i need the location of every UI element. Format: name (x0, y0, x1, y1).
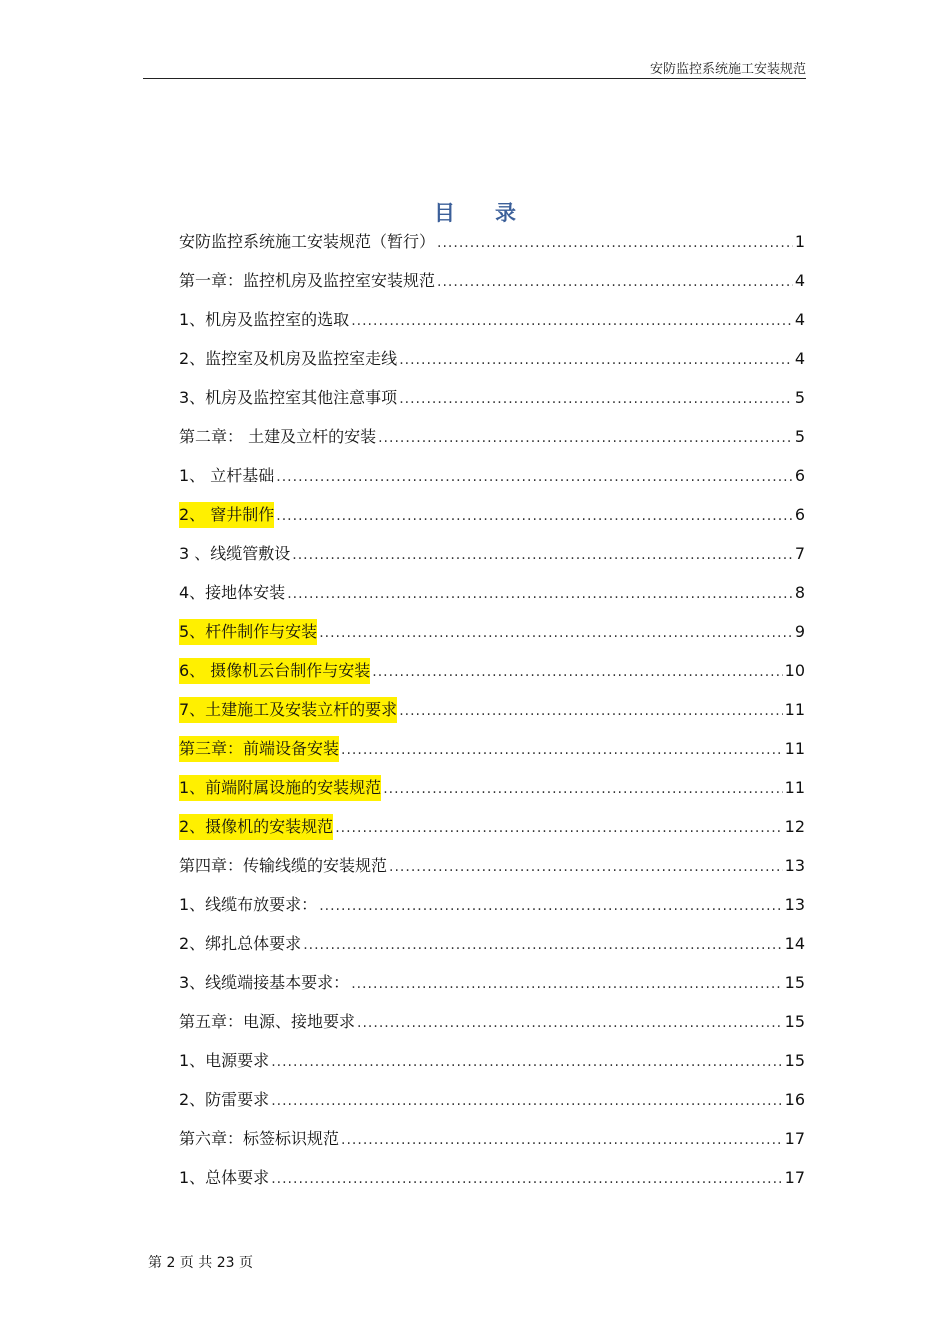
toc-dot-leader (437, 269, 793, 295)
toc-page-number: 10 (784, 661, 805, 680)
toc-dot-leader (357, 1010, 783, 1036)
toc-page-number: 16 (784, 1090, 805, 1109)
toc-dot-leader (276, 503, 793, 529)
toc-entry[interactable] (179, 931, 805, 970)
toc-page-number: 5 (794, 427, 805, 446)
toc-entry-title[interactable]: 5、杆件制作与安装 (179, 619, 317, 645)
toc-dot-leader (341, 1127, 783, 1153)
toc-entry[interactable] (179, 736, 805, 775)
page-footer: 第 2 页 共 23 页 (148, 1255, 253, 1271)
toc-entry-title[interactable]: 7、土建施工及安装立杆的要求 (179, 697, 397, 723)
toc-entry[interactable] (179, 385, 805, 424)
toc-page-number: 11 (784, 778, 805, 797)
toc-dot-leader (372, 659, 782, 685)
toc-page-number: 11 (784, 700, 805, 719)
toc-page-number: 15 (784, 1051, 805, 1070)
toc-entry[interactable] (179, 346, 805, 385)
toc-entry[interactable] (179, 1009, 805, 1048)
toc-dot-leader (303, 932, 782, 958)
toc-entry[interactable] (179, 268, 805, 307)
toc-entry[interactable] (179, 1048, 805, 1087)
toc-entry[interactable] (179, 424, 805, 463)
toc-dot-leader (271, 1166, 782, 1192)
toc-dot-leader (399, 386, 793, 412)
toc-entry-title[interactable]: 第二章： 土建及立杆的安装 (179, 427, 377, 446)
toc-entry-title[interactable]: 4、接地体安装 (179, 583, 286, 602)
toc-entry[interactable] (179, 307, 805, 346)
toc-page-number: 12 (784, 817, 805, 836)
toc-page-number: 15 (784, 1012, 805, 1031)
toc-entry[interactable] (179, 1126, 805, 1165)
toc-dot-leader (351, 308, 793, 334)
toc-page-number: 17 (784, 1129, 805, 1148)
toc-entry-title[interactable]: 第四章：传输线缆的安装规范 (179, 856, 388, 875)
toc-entry[interactable] (179, 970, 805, 1009)
toc-page-number: 13 (784, 856, 805, 875)
toc-page-number: 17 (784, 1168, 805, 1187)
toc-entry-title[interactable]: 第五章：电源、接地要求 (179, 1012, 356, 1031)
toc-list (179, 229, 805, 1204)
toc-page-number: 7 (794, 544, 805, 563)
toc-page-number: 4 (794, 349, 805, 368)
toc-page-number: 11 (784, 739, 805, 758)
toc-dot-leader (351, 971, 782, 997)
toc-entry[interactable] (179, 775, 805, 814)
toc-dot-leader (271, 1088, 782, 1114)
toc-entry-title[interactable]: 第三章：前端设备安装 (179, 736, 339, 762)
toc-page-number: 5 (794, 388, 805, 407)
toc-dot-leader (389, 854, 783, 880)
toc-entry-title[interactable]: 1、总体要求 (179, 1168, 270, 1187)
toc-entry-title[interactable]: 6、 摄像机云台制作与安装 (179, 658, 370, 684)
toc-page-number: 4 (794, 271, 805, 290)
toc-entry[interactable] (179, 892, 805, 931)
toc-dot-leader (399, 347, 793, 373)
toc-dot-leader (335, 815, 782, 841)
toc-entry-title[interactable]: 2、监控室及机房及监控室走线 (179, 349, 398, 368)
toc-entry-title[interactable]: 2、绑扎总体要求 (179, 934, 302, 953)
toc-dot-leader (341, 737, 783, 763)
toc-entry-title[interactable]: 第六章：标签标识规范 (179, 1129, 340, 1148)
toc-dot-leader (276, 464, 793, 490)
toc-entry[interactable] (179, 619, 805, 658)
toc-dot-leader (383, 776, 782, 802)
toc-entry-title[interactable]: 安防监控系统施工安装规范（暂行） (179, 232, 436, 251)
toc-entry-title[interactable]: 1、 立杆基础 (179, 466, 275, 485)
toc-entry-title[interactable]: 1、电源要求 (179, 1051, 270, 1070)
toc-entry-title[interactable]: 3 、线缆管敷设 (179, 544, 291, 563)
toc-dot-leader (437, 230, 793, 256)
toc-entry-title[interactable]: 3、线缆端接基本要求： (179, 973, 350, 992)
toc-dot-leader (399, 698, 782, 724)
toc-page-number: 13 (784, 895, 805, 914)
toc-page-number: 6 (794, 505, 805, 524)
toc-entry-title[interactable]: 1、前端附属设施的安装规范 (179, 775, 381, 801)
toc-page-number: 9 (794, 622, 805, 641)
toc-entry-title[interactable]: 2、摄像机的安装规范 (179, 814, 333, 840)
toc-entry-title[interactable]: 第一章：监控机房及监控室安装规范 (179, 271, 436, 290)
toc-dot-leader (378, 425, 793, 451)
toc-entry[interactable] (179, 853, 805, 892)
toc-entry[interactable] (179, 1087, 805, 1126)
toc-entry-title[interactable]: 1、线缆布放要求： (179, 895, 318, 914)
toc-dot-leader (319, 620, 793, 646)
page-header (143, 56, 806, 79)
toc-entry[interactable] (179, 541, 805, 580)
toc-entry[interactable] (179, 814, 805, 853)
toc-page-number: 4 (794, 310, 805, 329)
toc-page-number: 1 (794, 232, 805, 251)
toc-entry[interactable] (179, 1165, 805, 1204)
toc-entry[interactable] (179, 502, 805, 541)
toc-entry-title[interactable]: 2、 窨井制作 (179, 502, 274, 528)
toc-entry-title[interactable]: 2、防雷要求 (179, 1090, 270, 1109)
toc-dot-leader (287, 581, 793, 607)
toc-dot-leader (292, 542, 793, 568)
toc-dot-leader (271, 1049, 782, 1075)
toc-page-number: 14 (784, 934, 805, 953)
toc-heading: 目录 (434, 201, 556, 225)
header-title: 安防监控系统施工安装规范 (649, 62, 806, 77)
toc-page-number: 6 (794, 466, 805, 485)
toc-entry[interactable] (179, 697, 805, 736)
toc-entry[interactable] (179, 229, 805, 268)
toc-page-number: 8 (794, 583, 805, 602)
toc-entry[interactable] (179, 463, 805, 502)
toc-page-number: 15 (784, 973, 805, 992)
toc-dot-leader (319, 893, 782, 919)
toc-entry-title[interactable]: 3、机房及监控室其他注意事项 (179, 388, 398, 407)
toc-entry-title[interactable]: 1、机房及监控室的选取 (179, 310, 350, 329)
toc-entry[interactable] (179, 580, 805, 619)
toc-entry[interactable] (179, 658, 805, 697)
